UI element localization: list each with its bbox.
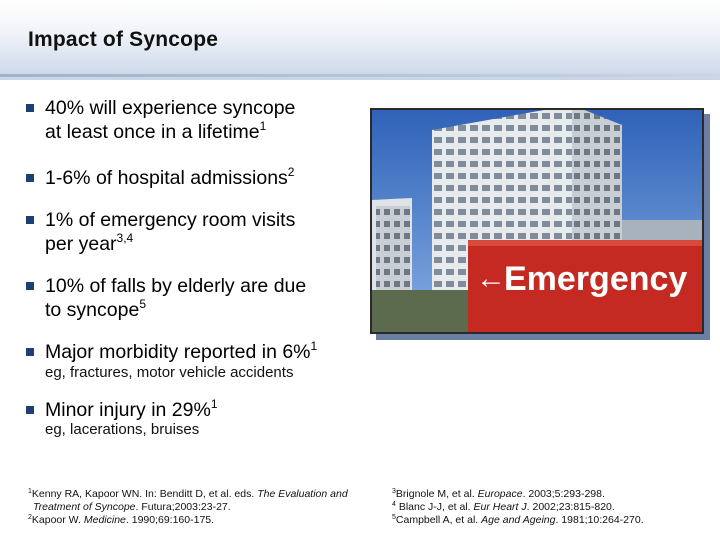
bullet-line: per year$^{3,4}$ <box>45 231 134 255</box>
slide-title: Impact of Syncope <box>28 28 219 51</box>
left-building-windows <box>376 206 410 296</box>
bullet-line: to syncope$^5$ <box>45 297 146 321</box>
references-left <box>28 488 358 527</box>
citation: 1 <box>259 119 267 133</box>
bullet-line: Major morbidity reported in 6%$^1$ <box>45 339 318 363</box>
sub-bullet-text: eg, fractures, motor vehicle accidents <box>45 364 294 381</box>
references-right <box>392 488 712 527</box>
bullet-line: Minor injury in 29%$^1$ <box>45 397 218 421</box>
reference-line: $^2$Kapoor W. Medicine. 1990;69:160-175. <box>28 514 215 526</box>
bullet-square-icon <box>26 406 34 414</box>
bullet-square-icon <box>26 174 34 182</box>
bullet-line: 10% of falls by elderly are due <box>45 275 307 297</box>
citation: 5 <box>139 297 146 311</box>
bullet-square-icon <box>26 348 34 356</box>
bullet-line: 40% will experience syncope <box>45 97 296 119</box>
hospital-emergency-photo <box>370 108 704 334</box>
citation: 1 <box>310 339 318 353</box>
bullet-square-icon <box>26 104 34 112</box>
bullet-line: 1% of emergency room visits <box>45 209 296 231</box>
reference-line: $^3$Brignole M, et al. Europace. 2003;5:293-298. <box>392 488 605 500</box>
sign-text: Emergency <box>504 260 688 298</box>
sub-bullet-text: eg, lacerations, bruises <box>45 421 200 438</box>
bullet-item <box>26 208 366 256</box>
title-divider <box>0 74 720 77</box>
bullet-line: 1-6% of hospital admissions$^2$ <box>45 165 295 189</box>
bullet-line: at least once in a lifetime$^1$ <box>45 119 267 143</box>
bullet-square-icon <box>26 216 34 224</box>
bullet-item <box>26 340 366 364</box>
sign-highlight <box>468 240 702 246</box>
citation: 3,4 <box>116 231 134 245</box>
hospital-photo-illustration <box>372 110 702 332</box>
bullet-square-icon <box>26 282 34 290</box>
reference-line: $^1$Kenny RA, Kapoor WN. In: Benditt D, et al. eds. The Evaluation and <box>28 488 348 500</box>
bullet-item <box>26 398 366 422</box>
citation: 1 <box>210 397 218 411</box>
sign-arrow-icon: ← <box>476 262 506 295</box>
bullet-item <box>26 274 366 322</box>
bullet-item <box>26 166 366 190</box>
reference-line: Treatment of Syncope. Futura;2003:23-27. <box>33 501 231 513</box>
citation: 2 <box>287 165 295 179</box>
bullet-item <box>26 96 366 144</box>
reference-line: $^5$Campbell A, et al. Age and Ageing. 1981;10:264-270. <box>392 514 644 526</box>
reference-line: $^4$ Blanc J-J, et al. Eur Heart J. 2002;23:815-820. <box>392 501 615 513</box>
